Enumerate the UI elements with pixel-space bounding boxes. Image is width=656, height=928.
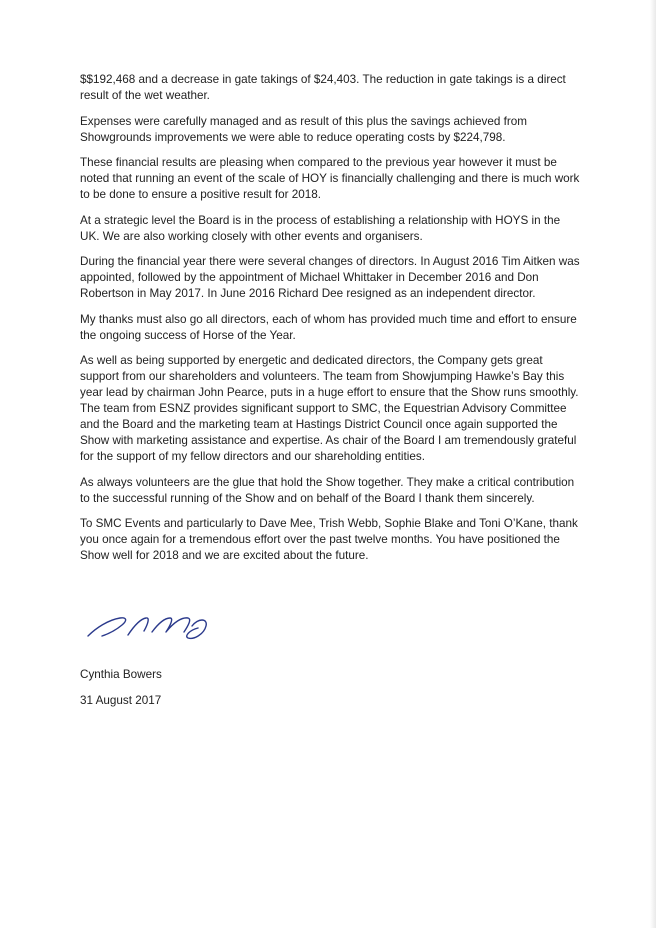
paragraph-revenue: $$192,468 and a decrease in gate takings of $24,403. The reduction in gate takings is a direct result of the wet weather. — [80, 73, 566, 102]
paragraph-director-changes: During the financial year there were several changes of directors. In August 2016 Tim Aitken was appointed, followed by the appointment of Michael Whittaker in December 2016 and Don Robertson in May 2017. In June 2016 Richard Dee resigned as an independent director. — [80, 255, 580, 300]
paragraph-volunteers: As always volunteers are the glue that hold the Show together. They make a critical contribution to the successful running of the Show and on behalf of the Board I thank them sincerely. — [80, 475, 575, 505]
paragraph-thanks-directors: My thanks must also go all directors, each of whom has provided much time and effort to ensure the ongoing success of Horse of the Year. — [80, 312, 577, 342]
paragraph-strategic: At a strategic level the Board is in the process of establishing a relationship with HOYS in the UK. We are also working closely with other events and organisers. — [80, 213, 561, 243]
paragraph-financial-results: These financial results are pleasing when compared to the previous year however it must be noted that running an event of the scale of HOY is financially challenging and there is much work to be done to ensure a positive result for 2018. — [80, 156, 580, 201]
paragraph-smc-events: To SMC Events and particularly to Dave Mee, Trish Webb, Sophie Blake and Toni O’Kane, thank you once again for a tremendous effort over the past twelve months. You have positioned the Show well for 2018 and we are excited about the future. — [80, 517, 578, 562]
paragraph-expenses: Expenses were carefully managed and as result of this plus the savings achieved from Showgrounds improvements we were able to reduce operating costs by $224,798. — [80, 114, 527, 144]
signature-image — [82, 606, 216, 646]
letter-date: 31 August 2017 — [80, 694, 162, 707]
signer-name: Cynthia Bowers — [80, 668, 162, 681]
letter-body — [80, 72, 580, 574]
paragraph-support: As well as being supported by energetic and dedicated directors, the Company gets great support from our shareholders and volunteers. The team from Showjumping Hawke’s Bay this year lead by chairman John Pearce, puts in a huge effort to ensure that the Show runs smoothly. The team from ESNZ provides significant support to SMC, the Equestrian Advisory Committee and the Board and the marketing team at Hastings District Council once again supported the Show with marketing assistance and expertise. As chair of the Board I am tremendously grateful for the support of my fellow directors and our shareholding entities. — [80, 354, 579, 463]
signature-stroke — [88, 618, 206, 639]
